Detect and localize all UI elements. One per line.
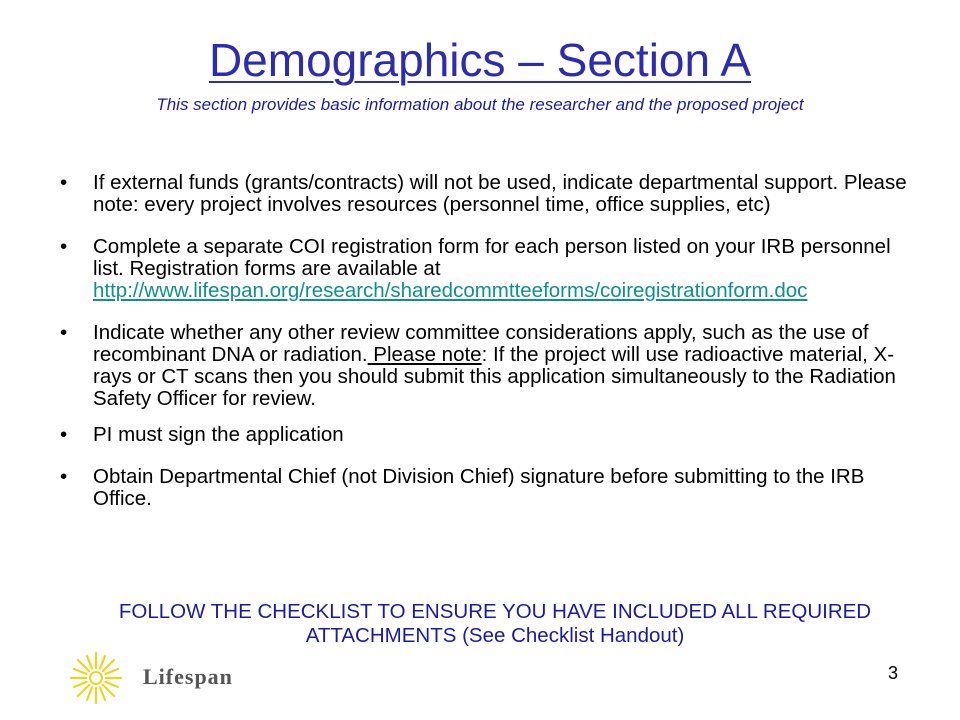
bullet-review-text: Indicate whether any other review committee considerations apply, such as the use of recombinant DNA or radiation. (93, 321, 869, 366)
slide-header (0, 28, 960, 116)
bullet-dot: • (60, 465, 68, 488)
logo-text: Lifespan (143, 664, 233, 689)
coi-form-link[interactable]: http://www.lifespan.org/research/sharedcommtteeforms/coiregistrationform.doc (93, 279, 808, 302)
bullet-dot: • (60, 235, 68, 258)
bullet-dot: • (60, 321, 68, 344)
bullet-dot: • (60, 423, 68, 446)
bullet-coi-text: Complete a separate COI registration form for each person listed on your IRB personnel list. Registration forms are available at (93, 235, 891, 280)
bullet-coi (60, 236, 910, 302)
slide-subtitle: This section provides basic information about the researcher and the proposed project (156, 95, 804, 114)
slide-title: Demographics – Section A (208, 34, 752, 86)
bullet-chief-sign-text: Obtain Departmental Chief (not Division Chief) signature before submitting to the IRB Office. (93, 465, 865, 510)
bullet-dot: • (60, 171, 68, 194)
bullet-review (60, 322, 910, 410)
bullet-pi-sign (60, 424, 910, 446)
bullet-review-text-cont: : If the project will use radioactive material, X-rays or CT scans then you should submit this application simultaneously to the Radiation Safety Officer for review. (93, 343, 896, 410)
checklist-note: FOLLOW THE CHECKLIST TO ENSURE YOU HAVE INCLUDED ALL REQUIRED ATTACHMENTS (See Checklist Handout) (118, 600, 872, 647)
bullet-chief-sign (60, 466, 910, 510)
sun-burst-icon (71, 653, 121, 703)
please-note-label: Please note (367, 343, 482, 366)
bullet-funds-text: If external funds (grants/contracts) will not be used, indicate departmental support. Please note: every project involves resources (personnel time, office supplies, etc) (93, 171, 907, 216)
bullet-funds (60, 172, 910, 216)
bullet-list (60, 172, 910, 510)
page-number: 3 (888, 663, 899, 683)
bullet-pi-sign-text: PI must sign the application (93, 423, 344, 446)
